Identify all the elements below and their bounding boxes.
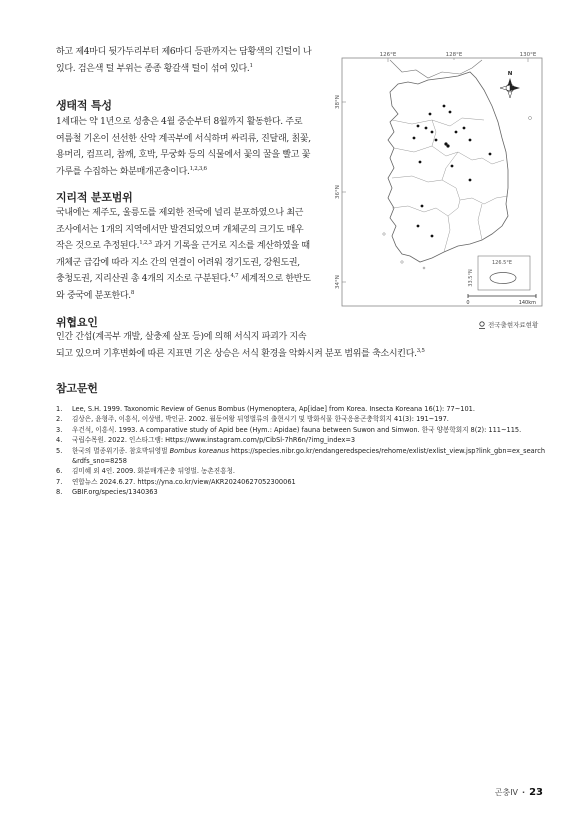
reference-text: 연합뉴스 2024.6.27. https://yna.co.kr/view/AKR20240627052300061	[72, 477, 296, 486]
distribution-paragraph	[56, 205, 322, 304]
distribution-line-6: 와 중국에 분포한다.	[56, 290, 131, 301]
citation-sup: 1,2,3	[139, 240, 152, 246]
reference-item	[56, 435, 546, 445]
distribution-heading: 지리적 분포범위	[56, 191, 133, 204]
occurrence-point	[429, 113, 432, 116]
island	[383, 233, 385, 235]
lat-label: 36°N	[335, 185, 341, 199]
distribution-line-5a: 충청도권, 지리산권 총 4개의 지소로 구분된다.	[56, 274, 231, 284]
intro-line-2: 있다. 검은색 털 부위는 종종 황갈색 털이 섞여 있다.	[56, 63, 250, 74]
reference-item	[56, 425, 546, 435]
reference-item	[56, 487, 546, 497]
ecology-line-2: 여름철 기온이 선선한 산악 계곡부에 서식하며 싸리류, 진달래, 칡꽃,	[56, 133, 311, 144]
intro-line-1: 하고 제4마디 뒷가두리부터 제6마디 등판까지는 담황색의 긴털이 나	[56, 47, 312, 57]
distribution-line-2: 조사에서는 1개의 지역에서만 발견되었으며 개체군의 크기도 매우	[56, 224, 304, 235]
korea-map-svg	[332, 48, 546, 314]
reference-species-name: Bombus koreanus	[169, 446, 229, 455]
island	[529, 117, 532, 120]
reference-text: 국립수목원. 2022. 인스타그램: Https://www.instagram.com/p/CibSl-7hR6n/?img_index=3	[72, 436, 356, 445]
ecology-line-3: 용머리, 컴프리, 참깨, 호박, 무궁화 등의 식물에서 꽃의 꿀을 빨고 꽃	[56, 150, 311, 160]
ecology-heading: 생태적 특성	[56, 99, 112, 112]
occurrence-point	[431, 131, 434, 134]
occurrence-point	[419, 161, 422, 164]
reference-number: 1.	[56, 405, 63, 413]
occurrence-point	[451, 165, 454, 168]
threats-line-1: 인간 간섭(계곡부 개발, 살충제 살포 등)에 의해 서식지 파괴가 지속	[56, 332, 307, 342]
citation-sup: 1,2,3,6	[189, 165, 207, 172]
occurrence-point	[469, 179, 472, 182]
reference-number: 6.	[56, 467, 63, 476]
reference-text-b: https://species.nibr.go.kr/endangeredspecies/rehome/exlist/exlist_view.jsp?link_gbn=ex_search&rdfs_sno=8258	[72, 446, 546, 466]
threats-paragraph	[56, 329, 536, 362]
reference-text: GBIF.org/species/1340363	[72, 488, 158, 497]
footer-section: 곤충IV	[494, 788, 519, 797]
citation-sup: 3,5	[416, 347, 425, 354]
reference-text: 김상은, 윤형주, 이흥식, 이상범, 박인균. 2002. 월동여왕 뒤영벌류의 출현시기 및 방화식물 한국응용곤충학회지 41(3): 191~197.	[72, 415, 449, 424]
map-caption-text: 전국출현자료현황	[488, 321, 539, 329]
distribution-line-3a: 작은 것으로 추정된다.	[56, 241, 140, 251]
reference-number: 7.	[56, 477, 63, 486]
occurrence-point	[421, 205, 424, 208]
reference-item	[56, 446, 546, 467]
lon-label: 128°E	[445, 52, 463, 58]
jeju-island	[490, 273, 516, 284]
occurrence-point	[449, 111, 452, 114]
occurrence-point	[425, 127, 428, 130]
scale-start-label: 0	[466, 300, 470, 306]
ecology-paragraph	[56, 114, 322, 180]
lat-label: 38°N	[335, 95, 341, 109]
distribution-line-1: 국내에는 제주도, 울릉도를 제외한 전국에 널리 분포하였으나 최근	[56, 208, 304, 218]
ecology-line-4: 가루를 수집하는 화분매개곤충이다.	[56, 166, 190, 177]
north-label: N	[507, 71, 513, 77]
citation-sup: 8	[130, 289, 135, 296]
distribution-line-5b: 세계적으로 한반도	[238, 274, 311, 284]
location-pin-icon	[478, 321, 486, 329]
distribution-line-3b: 과거 기록을 근거로 지소를 계산하였을 때	[151, 241, 310, 251]
reference-number: 3.	[56, 425, 63, 434]
footer-separator: ·	[522, 788, 526, 797]
occurrence-point	[489, 153, 492, 156]
scale-end-label: 140km	[518, 300, 536, 306]
island	[423, 267, 425, 269]
page-footer	[495, 787, 543, 798]
occurrence-point	[469, 139, 472, 142]
lon-label: 126°E	[379, 52, 397, 58]
lon-label: 130°E	[519, 52, 537, 58]
intro-paragraph	[56, 44, 320, 77]
reference-text-a: 한국의 멸종위기종. 참호박뒤영벌	[72, 446, 170, 455]
reference-number: 4.	[56, 436, 63, 445]
ecology-line-1: 1세대는 약 1년으로 성충은 4월 중순부터 8월까지 활동한다. 주로	[56, 117, 303, 127]
distribution-map	[332, 48, 546, 314]
occurrence-point	[455, 131, 458, 134]
reference-text: 김미혜 외 4인. 2009. 화분매개곤충 뒤영벌. 농촌진흥청.	[72, 467, 235, 476]
threats-line-2: 되고 있으며 기후변화에 따른 지표면 기온 상승은 서식 환경을 악화시켜 분포 범위를 축소시킨다.	[56, 348, 417, 359]
occurrence-point	[417, 125, 420, 128]
reference-number: 2.	[56, 415, 63, 424]
reference-text	[72, 446, 546, 467]
page-number: 23	[529, 787, 543, 798]
reference-item	[56, 414, 546, 424]
occurrence-point	[446, 144, 449, 147]
occurrence-point	[431, 235, 434, 238]
map-caption	[478, 320, 538, 329]
citation-sup: 4,7	[230, 273, 239, 279]
occurrence-point	[435, 139, 438, 142]
reference-text: Lee, S.H. 1999. Taxonomic Review of Genus Bombus (Hymenoptera, Ap[idae] from Korea. Insecta Koreana 16(1): 77~101.	[72, 405, 475, 413]
inset-lon-label: 126.5°E	[492, 260, 512, 266]
lat-label: 34°N	[335, 275, 341, 289]
citation-sup: 1	[249, 62, 253, 69]
reference-number: 5.	[56, 446, 63, 455]
reference-item	[56, 477, 546, 487]
reference-item	[56, 404, 546, 414]
reference-number: 8.	[56, 488, 63, 497]
inset-lat-label: 33.5°N	[468, 269, 474, 287]
reference-item	[56, 466, 546, 476]
threats-heading: 위협요인	[56, 316, 98, 329]
occurrence-point	[417, 225, 420, 228]
reference-text: 우건석, 이흥식. 1993. A comparative study of Apid bee (Hym.: Apidae) fauna between Suwon and Simwon. 한국 양봉학회지 8(2): 111~115.	[72, 425, 522, 434]
distribution-line-4: 개체군 급감에 따라 지소 간의 연결이 어려워 경기도권, 강원도권,	[56, 257, 300, 268]
references-list	[56, 404, 546, 498]
occurrence-point	[413, 137, 416, 140]
island	[401, 261, 403, 263]
occurrence-point	[463, 127, 466, 130]
occurrence-point	[443, 105, 446, 108]
references-heading: 참고문헌	[56, 382, 98, 395]
